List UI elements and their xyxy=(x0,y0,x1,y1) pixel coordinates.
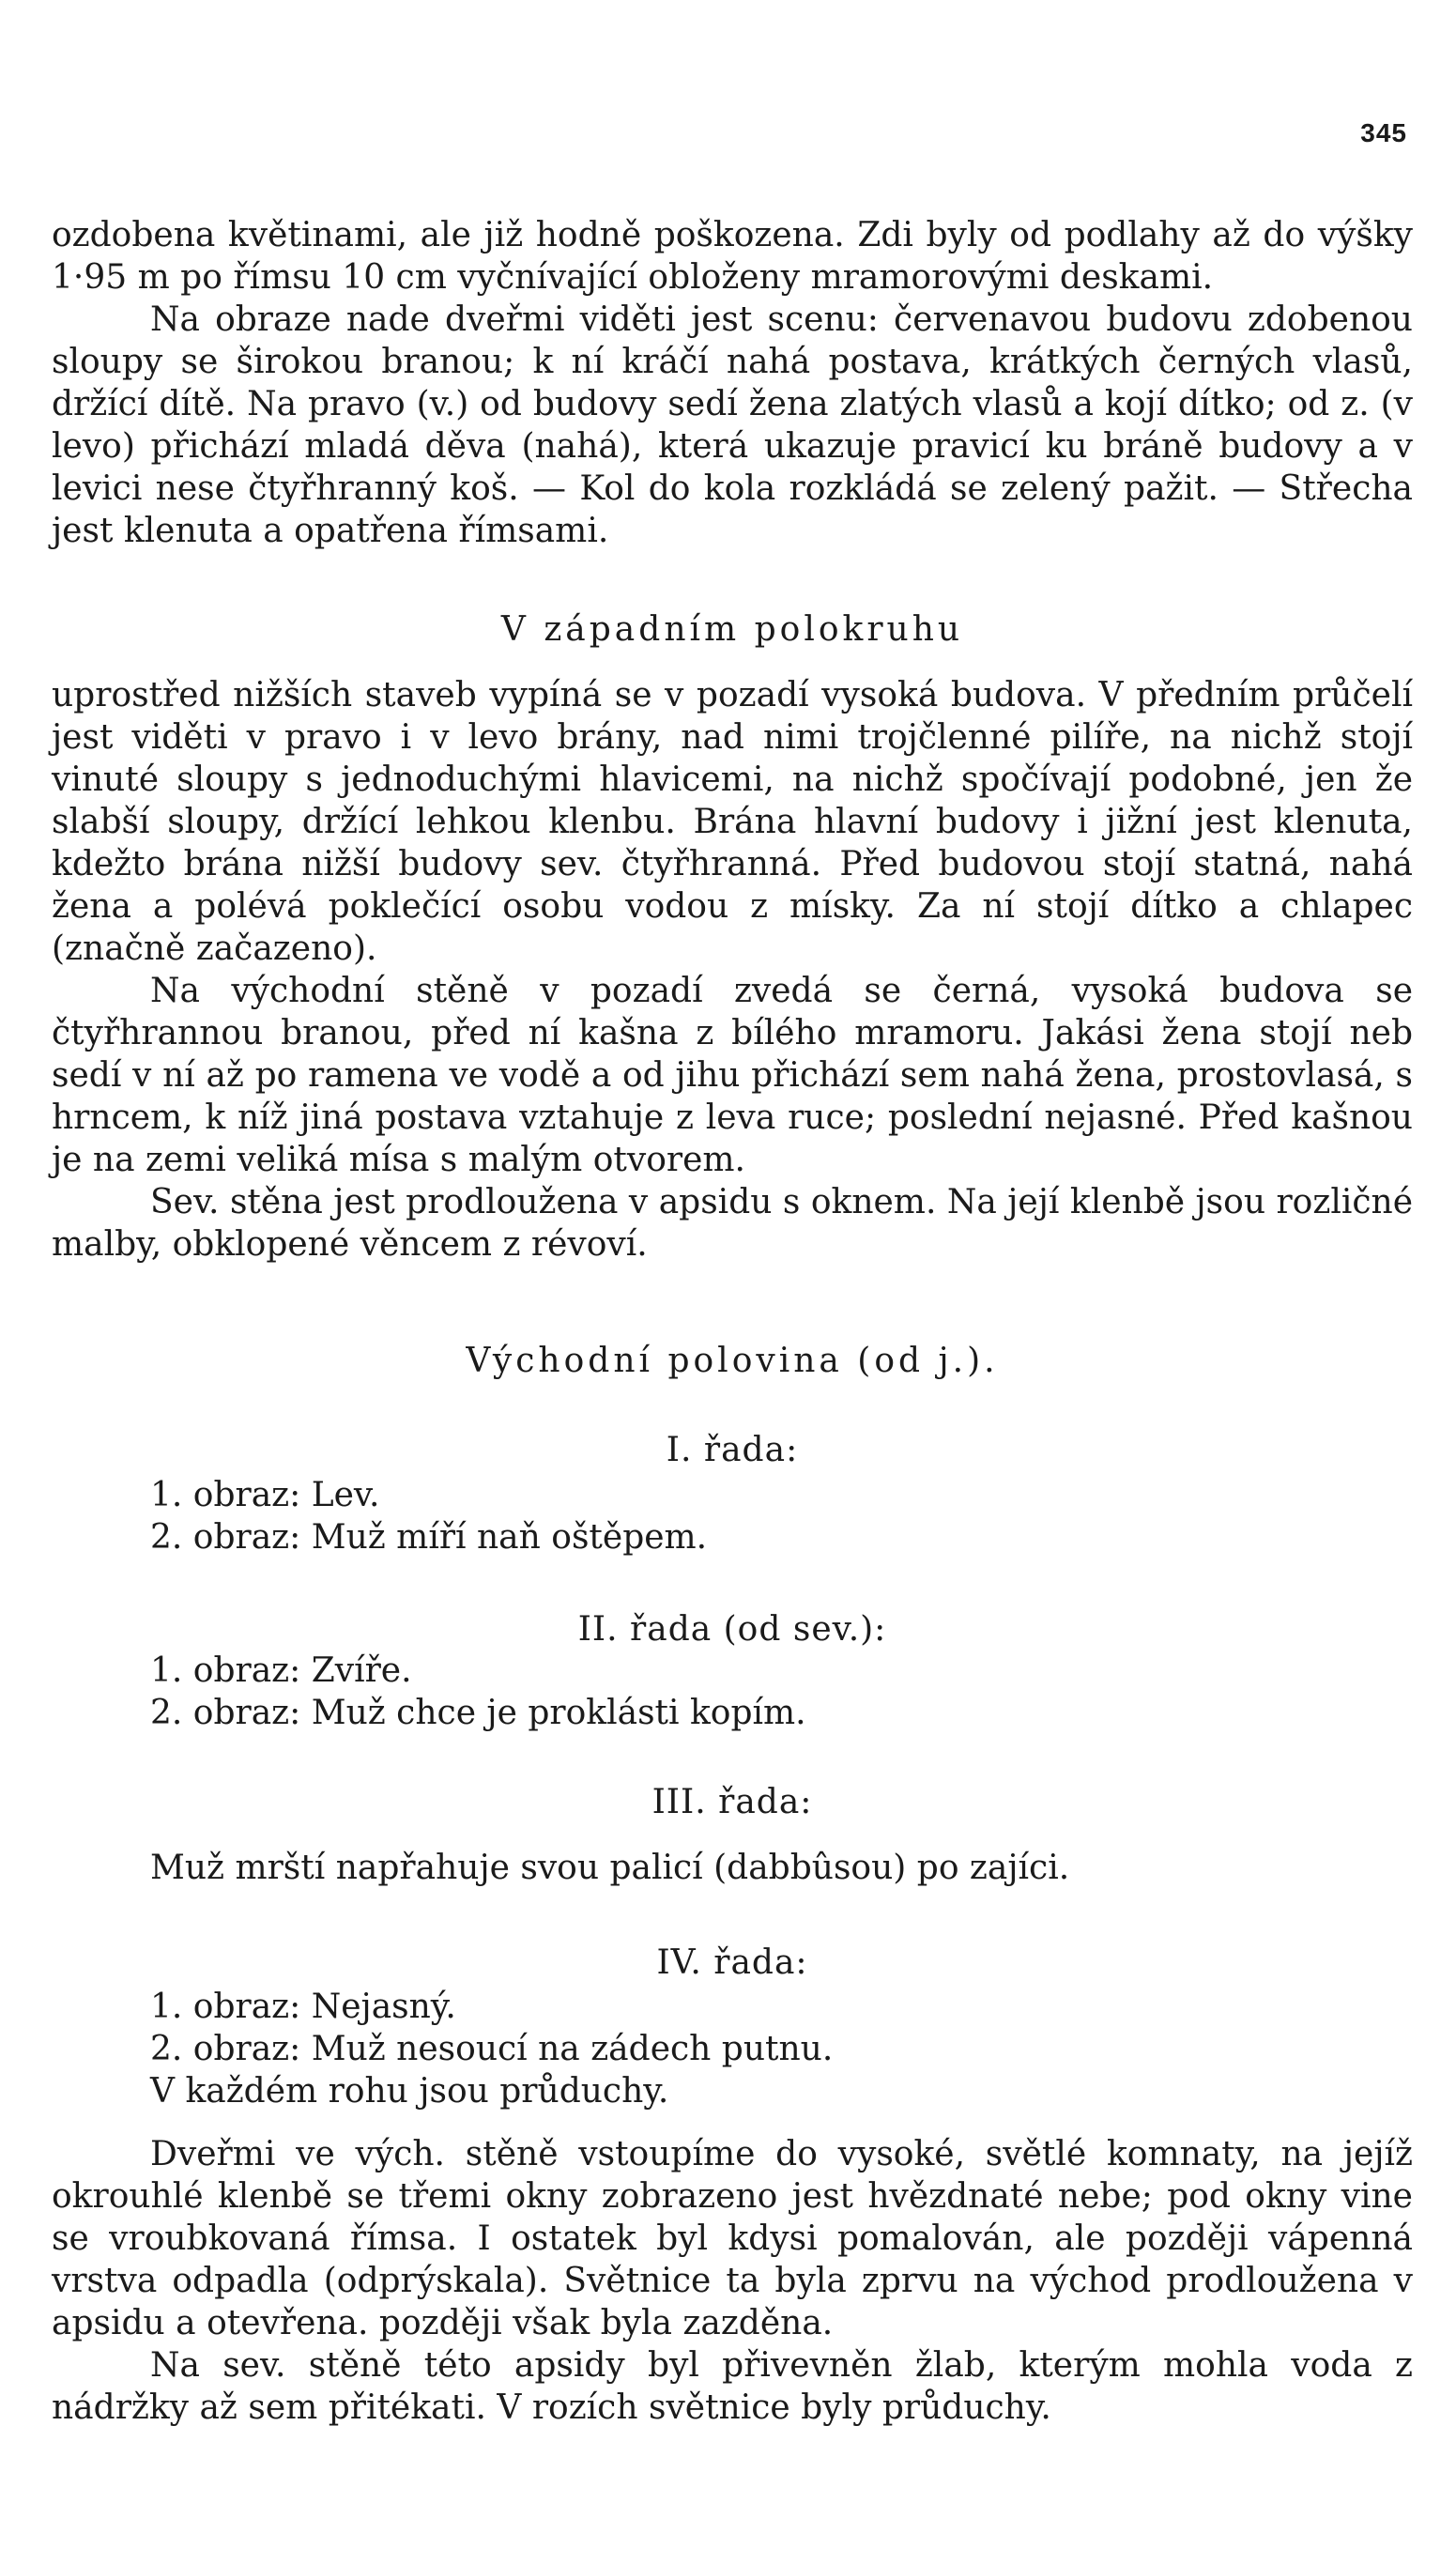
list-item: 1. obraz: Zvíře. xyxy=(150,1651,412,1690)
row-list-4 xyxy=(150,1986,1371,2112)
intro-text xyxy=(52,214,1413,552)
paragraph: Na sev. stěně této apsidy byl přivevněn žlab, kterým mohla voda z nádržky až sem přitékati. V rozích světnice byly průduchy. xyxy=(52,2346,1413,2427)
western-text xyxy=(52,674,1413,1266)
list-item: 2. obraz: Muž míří naň oštěpem. xyxy=(150,1518,708,1557)
list-item: 1. obraz: Nejasný. xyxy=(150,1988,456,2026)
paragraph: uprostřed nižších staveb vypíná se v pozadí vysoká budova. V předním průčelí jest viděti v pravo i v levo brány, nad nimi trojčlenné pilíře, na nichž stojí vinuté sloupy s jednoduchými hlavicemi, na nichž spočívají podobné, jen že slabší sloupy, držící lehkou klenbu. Brána hlavní budovy i jižní jest klenuta, kdežto brána nižší budovy sev. čtyřhranná. Před budovou stojí statná, nahá žena a polévá poklečící osobu vodou z mísky. Za ní stojí dítko a chlapec (značně začazeno). xyxy=(52,676,1413,968)
list-item: 2. obraz: Muž chce je proklásti kopím. xyxy=(150,1694,806,1732)
list-item: V každém rohu jsou průduchy. xyxy=(150,2072,669,2111)
outro-text xyxy=(52,2133,1413,2429)
paragraph: Na obraze nade dveřmi viděti jest scenu: červenavou budovu zdobenou sloupy se širokou branou; k ní kráčí nahá postava, krátkých černých vlasů, držící dítě. Na pravo (v.) od budovy sedí žena zlatých vlasů a kojí dítko; od z. (v levo) přichází mladá děva (nahá), která ukazuje pravicí ku bráně budovy a v levici nese čtyřhranný koš. — Kol do kola rozkládá se zelený pažit. — Střecha jest klenuta a opatřena římsami. xyxy=(52,300,1413,550)
page-number: 345 xyxy=(1360,118,1407,147)
section-heading-eastern: Východní polovina (od j.). xyxy=(466,1342,999,1380)
paragraph: Sev. stěna jest prodloužena v apsidu s oknem. Na její klenbě jsou rozličné malby, obklopené věncem z révoví. xyxy=(52,1183,1413,1264)
row-heading-1: I. řada: xyxy=(666,1431,799,1469)
list-item: 2. obraz: Muž nesoucí na zádech putnu. xyxy=(150,2030,834,2068)
paragraph: Na východní stěně v pozadí zvedá se černá, vysoká budova se čtyřhrannou branou, před ní kašna z bílého mramoru. Jakási žena stojí neb sedí v ní až po ramena ve vodě a od jihu přichází sem nahá žena, prostovlasá, s hrncem, k níž jiná postava vztahuje z leva ruce; poslední nejasné. Před kašnou je na zemi veliká mísa s malým otvorem. xyxy=(52,972,1413,1179)
paragraph: Dveřmi ve vých. stěně vstoupíme do vysoké, světlé komnaty, na jejíž okrouhlé klenbě se třemi okny zobrazeno jest hvězdnaté nebe; pod okny vine se vroubkovaná římsa. I ostatek byl kdysi pomalován, ale později vápenná vrstva odpadla (odprýskala). Světnice ta byla zprvu na východ prodloužena v apsidu a otevřena. později však byla zazděna. xyxy=(52,2135,1413,2342)
list-item: 1. obraz: Lev. xyxy=(150,1476,380,1514)
paragraph: ozdobena květinami, ale již hodně poškozena. Zdi byly od podlahy až do výšky 1·95 m po římsu 10 cm vyčnívající obloženy mramorovými deskami. xyxy=(52,216,1413,297)
section-heading-western: V západním polokruhu xyxy=(500,610,964,649)
row-heading-4: IV. řada: xyxy=(656,1943,808,1982)
row-heading-2: II. řada (od sev.): xyxy=(577,1610,887,1649)
row-text-3: Muž mrští napřahuje svou palicí (dabbûsou) po zajíci. xyxy=(150,1849,1070,1887)
row-list-2 xyxy=(150,1650,1371,1734)
row-heading-3: III. řada: xyxy=(651,1783,813,1821)
row-list-1 xyxy=(150,1474,1371,1558)
